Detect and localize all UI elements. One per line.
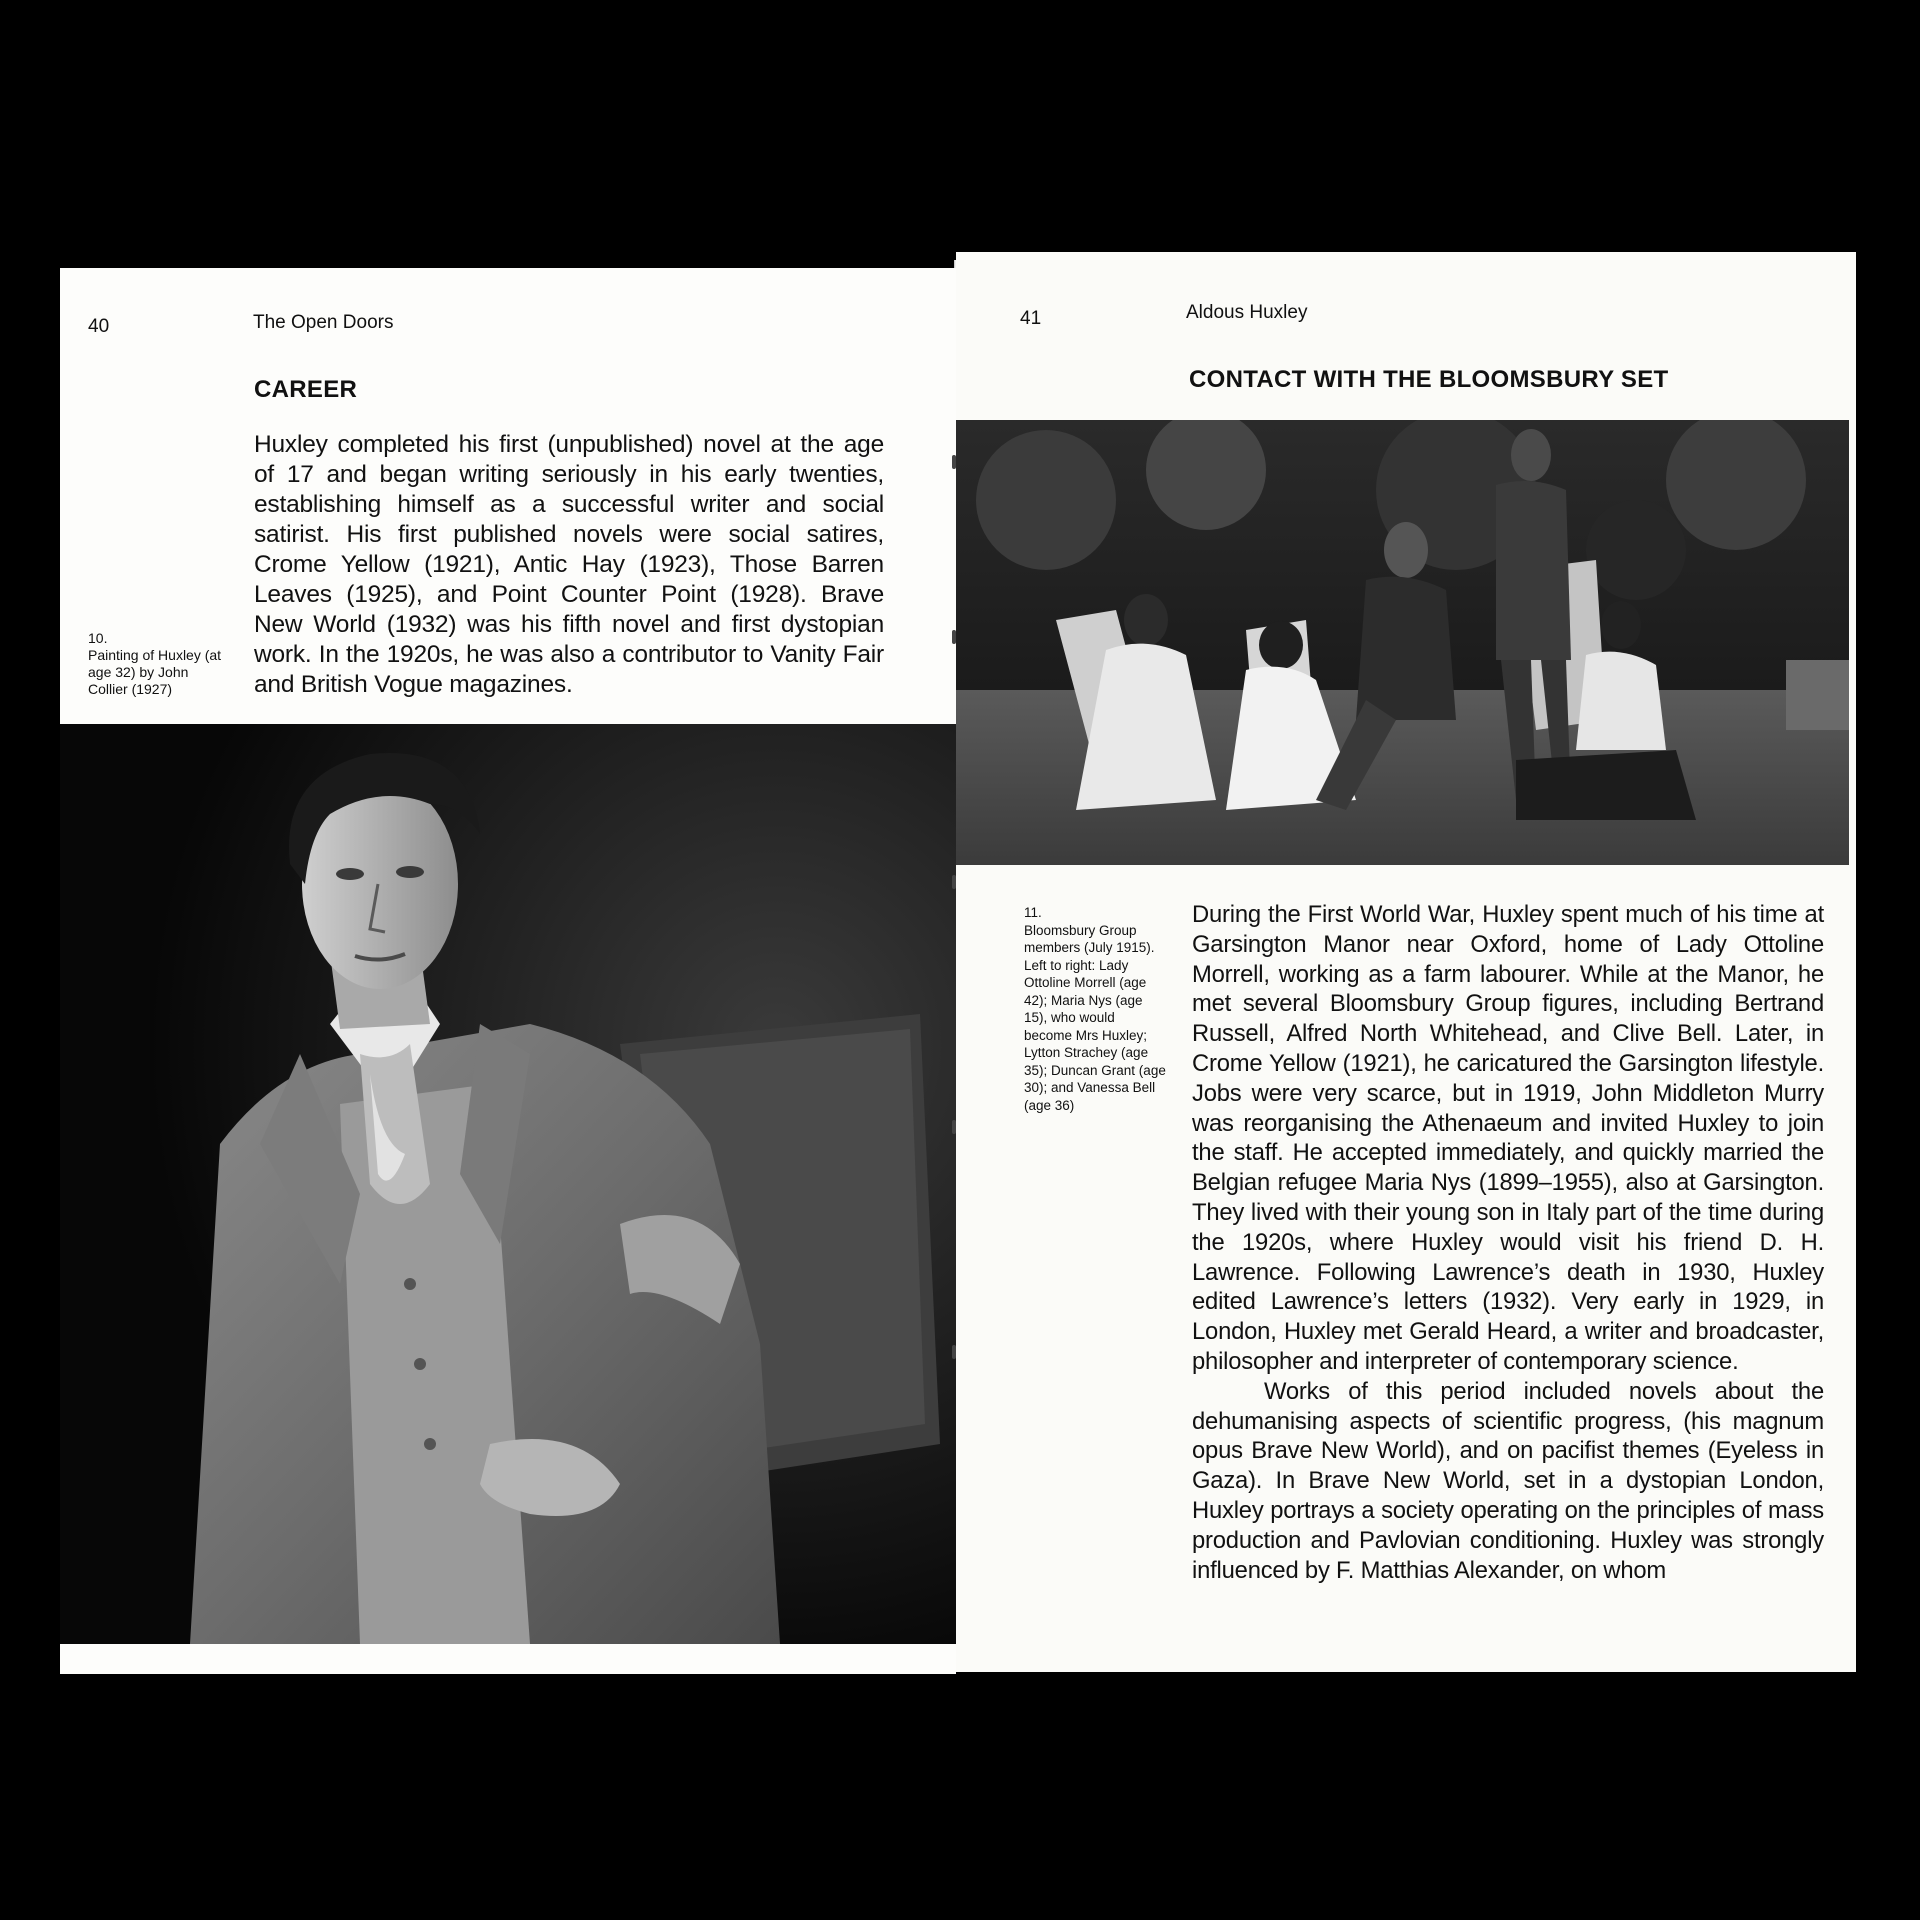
body-paragraph-2: Works of this period included novels about the dehumanising aspects of scientific progress, (his magnum opus Brave New World), and on pacifist themes (Eyeless in Gaza). In Brave New World, set in a dystopian London, Huxley portrays a society operating on the principles of mass production and Pavlovian conditioning. Huxley was strongly influenced by F. Matthias Alexander, on whom (1192, 1377, 1824, 1584)
page-number: 40 (88, 316, 110, 337)
page-number: 41 (1020, 308, 1042, 329)
binding-stitch (952, 1120, 956, 1134)
caption-number: 10. (88, 630, 108, 646)
group-photo-illustration (956, 420, 1849, 865)
binding-stitch (952, 455, 956, 469)
right-page (956, 252, 1856, 1672)
caption-number: 11. (1024, 905, 1042, 920)
binding-stitch (952, 1345, 956, 1359)
portrait-illustration (60, 724, 956, 1644)
group-photograph-image (956, 420, 1849, 865)
figure-caption (1024, 904, 1166, 1114)
caption-text: Bloomsbury Group members (July 1915). Left to right: Lady Ottoline Morrell (age 42); Maria Nys (age 15), who would become Mrs Huxley; Lytton Strachey (age 35); Duncan Grant (age 30); and Vanessa Bell (age 36) (1024, 922, 1166, 1113)
left-page (60, 268, 956, 1674)
section-heading: CONTACT WITH THE BLOOMSBURY SET (1189, 366, 1669, 393)
body-paragraph: Huxley completed his first (unpublished) novel at the age of 17 and began writing seriously in his early twenties, establishing himself as a successful writer and social satirist. His first published novels were social satires, Crome Yellow (1921), Antic Hay (1923), Those Barren Leaves (1925), and Point Counter Point (1928). Brave New World (1932) was his fifth novel and first dystopian work. In the 1920s, he was also a contributor to Vanity Fair and British Vogue magazines. (254, 431, 884, 698)
body-text-column (1192, 900, 1824, 1585)
running-head: Aldous Huxley (1186, 302, 1308, 323)
binding-stitch (952, 630, 956, 644)
caption-text: Painting of Huxley (at age 32) by John Collier (1927) (88, 647, 222, 697)
running-head: The Open Doors (253, 312, 394, 333)
body-paragraph-1: During the First World War, Huxley spent much of his time at Garsington Manor near Oxford, home of Lady Ottoline Morrell, working as a farm labourer. While at the Manor, he met several Bloomsbury Group figures, including Bertrand Russell, Alfred North Whitehead, and Clive Bell. Later, in Crome Yellow (1921), he caricatured the Garsington lifestyle. Jobs were very scarce, but in 1919, John Middleton Murry was reorganising the Athenaeum and invited Huxley to join the staff. He accepted immediately, and quickly married the Belgian refugee Maria Nys (1899–1955), also at Garsington. They lived with their young son in Italy part of the time during the 1920s, where Huxley would visit his friend D. H. Lawrence. Following Lawrence’s death in 1930, Huxley edited Lawrence’s letters (1932). Very early in 1929, in London, Huxley met Gerald Heard, a writer and broadcaster, philosopher and interpreter of contemporary science. (1192, 901, 1824, 1375)
figure-caption (88, 630, 223, 698)
binding-stitch (952, 875, 956, 889)
portrait-painting-image (60, 724, 956, 1644)
section-heading: CAREER (254, 376, 358, 403)
